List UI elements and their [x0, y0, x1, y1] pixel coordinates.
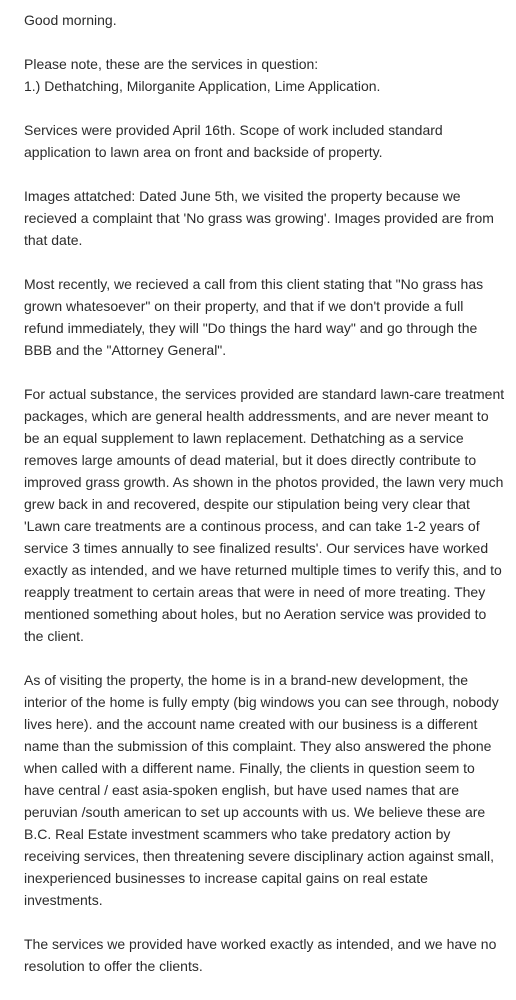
services-intro-line: Please note, these are the services in question:: [24, 56, 319, 72]
services-date-paragraph: Services were provided April 16th. Scope of work included standard application to lawn area on front and backside of property.: [24, 122, 443, 160]
substance-paragraph: For actual substance, the services provided are standard lawn-care treatment packages, which are general health addressments, and are never meant to be an equal supplement to lawn replacement. Dethatching as a service removes large amounts of dead material, but it does directly contribute to improved grass growth. As shown in the photos provided, the lawn very much grew back in and recovered, despite our stipulation being very clear that 'Lawn care treatments are a continous process, and can take 1-2 years of service 3 times annually to see finalized results'. Our services have worked exactly as intended, and we have returned multiple times to verify this, and to reapply treatment to certain areas that were in need of more treating. They mentioned something about holes, but no Aeration service was provided to the client.: [24, 386, 505, 644]
property-visit-paragraph: As of visiting the property, the home is in a brand-new development, the interior of the home is fully empty (big windows you can see through, nobody lives here). and the account name created with our business is a different name than the submission of this complaint. They also answered the phone when called with a different name. Finally, the clients in question seem to have central / east asia-spoken english, but have used names that are peruvian /south american to set up accounts with us. We believe these are B.C. Real Estate investment scammers who take predatory action by receiving services, then threatening severe disciplinary action against small, inexperienced businesses to increase capital gains on real estate investments.: [24, 672, 499, 908]
images-note-paragraph: Images attatched: Dated June 5th, we visited the property because we recieved a complaint that 'No grass was growing'. Images provided are from that date.: [24, 188, 494, 248]
recent-call-paragraph: Most recently, we recieved a call from this client stating that "No grass has grown whatesoever" on their property, and that if we don't provide a full refund immediately, they will "Do things the hard way" and go through the BBB and the "Attorney General".: [24, 276, 484, 358]
services-paragraph: [24, 53, 506, 97]
greeting-paragraph: Good morning.: [24, 12, 117, 28]
conclusion-paragraph: The services we provided have worked exactly as intended, and we have no resolution to offer the clients.: [24, 936, 497, 974]
services-list-line: 1.) Dethatching, Milorganite Application, Lime Application.: [24, 78, 381, 94]
